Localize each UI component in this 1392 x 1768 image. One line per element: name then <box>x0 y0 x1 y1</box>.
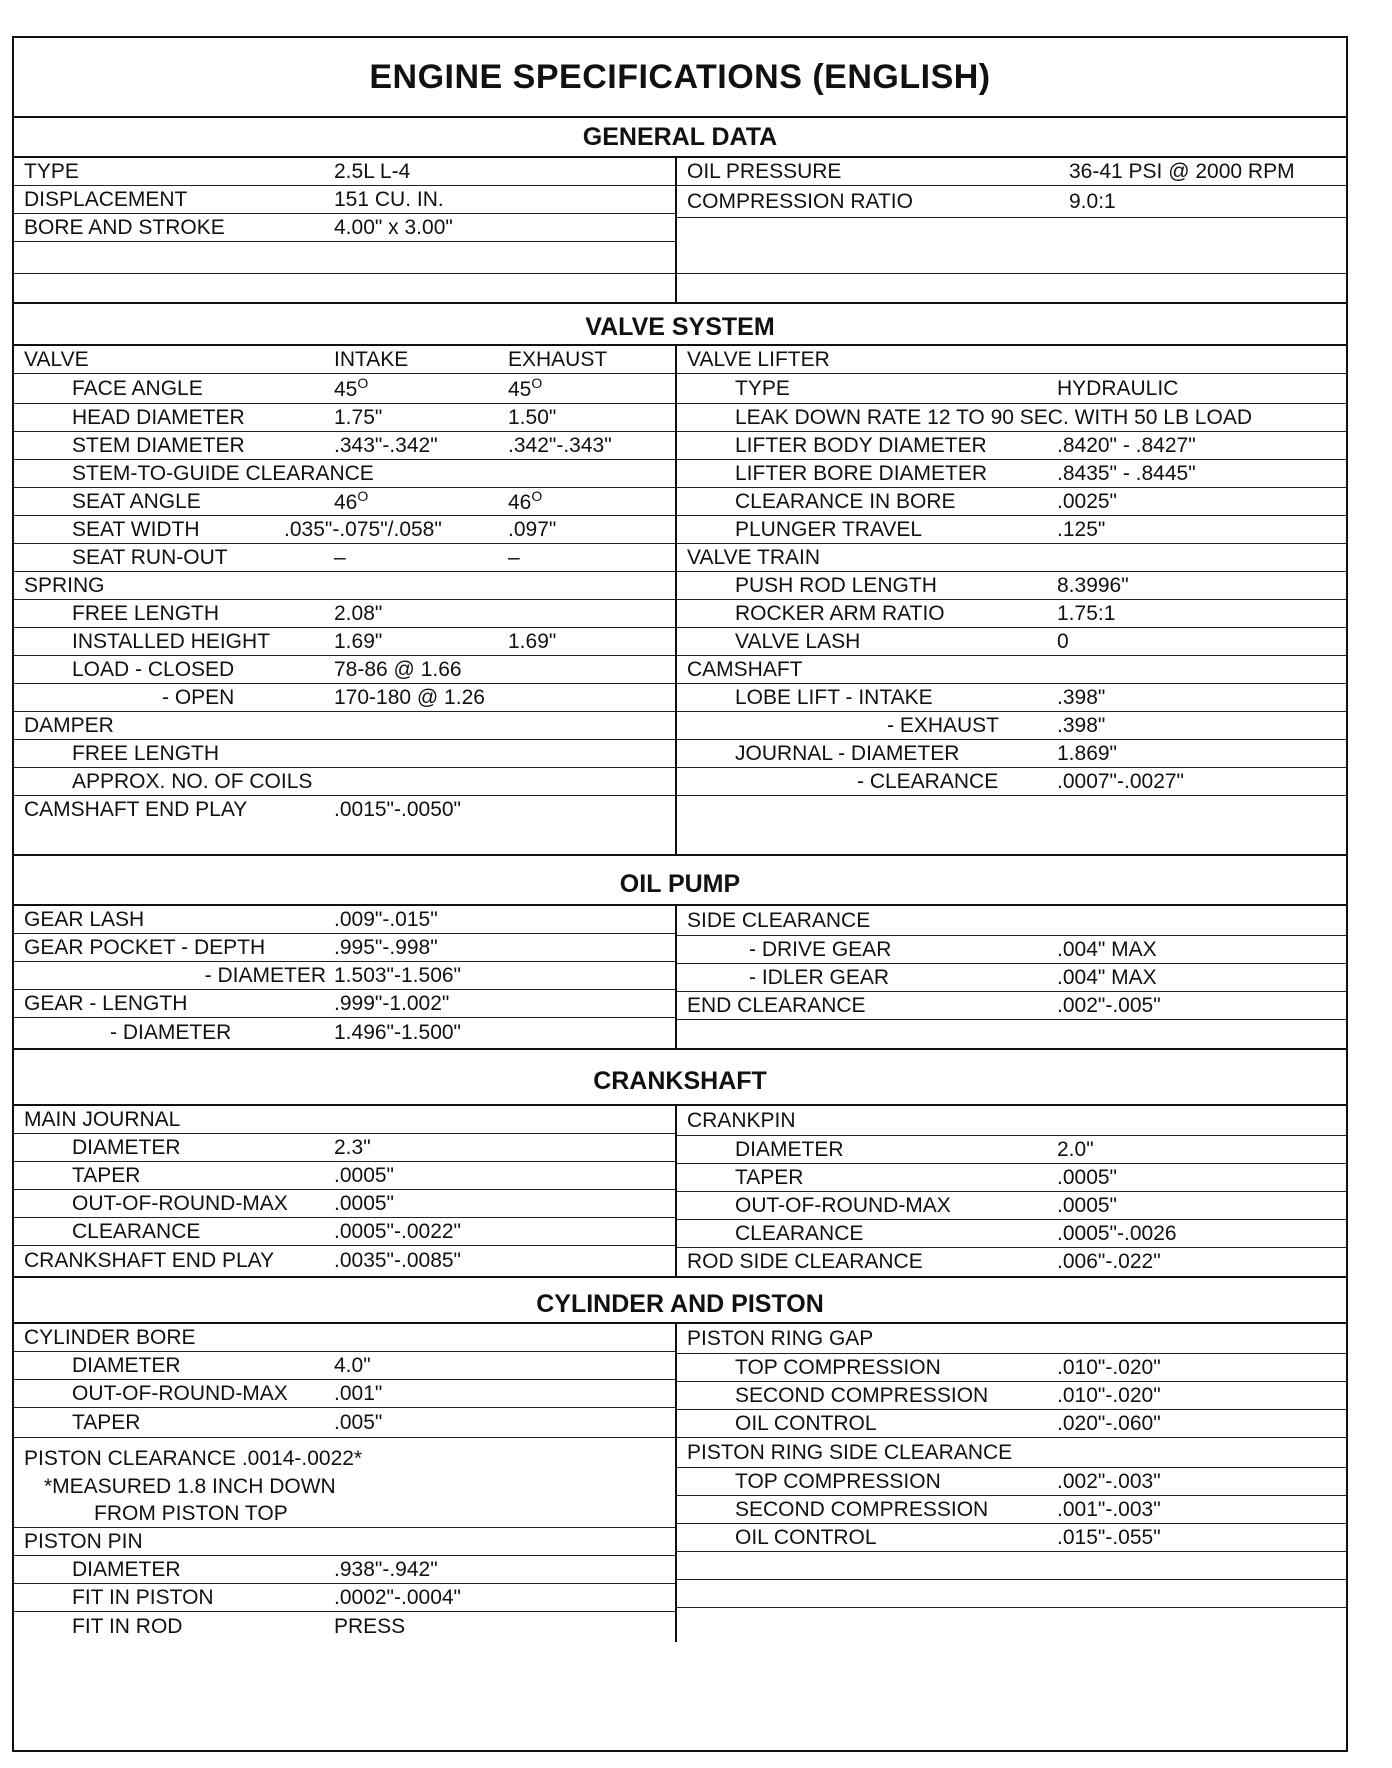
spec-row <box>14 1408 675 1438</box>
spec-value: .0005"-.0022" <box>334 1219 462 1243</box>
spec-value: .0005" <box>334 1191 395 1215</box>
column-header-exhaust: EXHAUST <box>508 347 608 371</box>
oil-pump-right-column <box>677 906 1346 1048</box>
spec-label: PISTON RING SIDE CLEARANCE <box>687 1440 1013 1464</box>
spec-value: .004" MAX <box>1057 937 1157 961</box>
spec-label: PUSH ROD LENGTH <box>735 573 937 597</box>
spec-row <box>677 740 1346 768</box>
spec-value: .001"-.003" <box>1057 1497 1161 1521</box>
spec-label: CAMSHAFT END PLAY <box>24 798 248 821</box>
spec-row <box>14 158 675 186</box>
spec-row <box>14 516 675 544</box>
spec-label: VALVE LASH <box>735 629 861 653</box>
spec-value: 1.496"-1.500" <box>334 1021 462 1044</box>
spec-label: SEAT ANGLE <box>72 489 201 513</box>
spec-label: GEAR LASH <box>24 907 145 931</box>
spec-row <box>14 572 675 600</box>
valve-header-row <box>14 346 675 374</box>
spec-value: .002"-.003" <box>1057 1469 1161 1493</box>
spec-value: .009"-.015" <box>334 907 438 931</box>
spec-row <box>677 906 1346 936</box>
spec-label: FIT IN ROD <box>72 1615 183 1638</box>
spec-row <box>677 432 1346 460</box>
spec-sheet <box>12 36 1348 1752</box>
empty-row <box>677 1552 1346 1580</box>
empty-row <box>677 218 1346 274</box>
degree-symbol: O <box>357 375 369 391</box>
crankshaft-table <box>14 1106 1346 1278</box>
intake-value: .343"-.342" <box>334 433 438 457</box>
intake-value: .0015"-.0050" <box>334 798 462 821</box>
piston-clearance-row <box>14 1444 675 1474</box>
spec-label: PISTON PIN <box>24 1529 143 1553</box>
section-heading-general: GENERAL DATA <box>14 118 1346 158</box>
spec-row <box>677 544 1346 572</box>
spec-value: .002"-.005" <box>1057 993 1161 1017</box>
spec-label: - EXHAUST <box>887 713 1000 737</box>
spec-label: OUT-OF-ROUND-MAX <box>72 1381 288 1405</box>
spec-row <box>677 158 1346 186</box>
valve-right-column <box>677 346 1346 854</box>
spec-value: .0005"-.0026 <box>1057 1221 1177 1245</box>
spec-label: FREE LENGTH <box>72 601 220 625</box>
spec-label: CLEARANCE IN BORE <box>735 489 956 513</box>
spec-label: STEM DIAMETER <box>72 433 245 457</box>
spec-label: TYPE <box>24 159 79 183</box>
spec-row <box>677 656 1346 684</box>
spec-label: TOP COMPRESSION <box>735 1355 941 1379</box>
page-title: ENGINE SPECIFICATIONS (ENGLISH) <box>14 38 1346 118</box>
spec-label: DIAMETER <box>72 1353 181 1377</box>
spec-label: MAIN JOURNAL <box>24 1107 181 1131</box>
crankshaft-left-column <box>14 1106 677 1276</box>
spec-label: FIT IN PISTON <box>72 1585 214 1609</box>
spec-row <box>677 712 1346 740</box>
spec-row <box>14 712 675 740</box>
piston-clearance-text: PISTON CLEARANCE .0014-.0022* <box>24 1447 363 1470</box>
spec-value: .0035"-.0085" <box>334 1249 462 1272</box>
spec-label: SPRING <box>24 573 105 597</box>
spec-value: 2.5L L-4 <box>334 159 411 183</box>
spec-row <box>677 1192 1346 1220</box>
spec-value: 8.3996" <box>1057 573 1129 597</box>
measurement-note: FROM PISTON TOP <box>94 1501 288 1525</box>
spec-value: HYDRAULIC <box>1057 376 1179 400</box>
spec-value: 151 CU. IN. <box>334 187 444 211</box>
spec-label: COMPRESSION RATIO <box>687 189 913 213</box>
spec-row <box>14 432 675 460</box>
spec-row <box>14 214 675 242</box>
spec-row <box>677 1382 1346 1410</box>
spec-value: 2.0" <box>1057 1137 1094 1161</box>
exhaust-value: $46^O$ <box>508 488 543 514</box>
spec-label: - DIAMETER <box>204 963 326 987</box>
valve-system-table <box>14 346 1346 856</box>
spec-label: - DIAMETER <box>110 1021 232 1044</box>
spec-row <box>677 1354 1346 1382</box>
spec-value: 1.869" <box>1057 741 1118 765</box>
spec-row <box>14 628 675 656</box>
intake-value: $46^O$ <box>334 488 369 514</box>
spec-label: TYPE <box>735 376 790 400</box>
spec-row <box>14 1380 675 1408</box>
spec-row <box>14 684 675 712</box>
spec-label: SECOND COMPRESSION <box>735 1497 989 1521</box>
spec-row <box>677 1248 1346 1276</box>
spec-label: PLUNGER TRAVEL <box>735 517 923 541</box>
spec-label: DIAMETER <box>72 1135 181 1159</box>
oil-pump-table <box>14 906 1346 1050</box>
spec-row <box>14 1218 675 1246</box>
section-heading-valve-system: VALVE SYSTEM <box>14 304 1346 346</box>
spec-label: VALVE LIFTER <box>687 347 830 371</box>
cylinder-left-column <box>14 1324 677 1642</box>
spec-row <box>677 1136 1346 1164</box>
spec-label: APPROX. NO. OF COILS <box>72 769 313 793</box>
spec-row <box>677 684 1346 712</box>
spec-label: - DRIVE GEAR <box>749 937 892 961</box>
spec-value: 1.75:1 <box>1057 601 1116 625</box>
spec-row <box>14 934 675 962</box>
spec-value: .010"-.020" <box>1057 1355 1161 1379</box>
spec-label: DAMPER <box>24 713 114 737</box>
spec-label: LOAD - CLOSED <box>72 657 235 681</box>
spec-row <box>14 1106 675 1134</box>
empty-row <box>677 1608 1346 1636</box>
spec-value: .398" <box>1057 685 1106 709</box>
spec-row <box>14 796 675 824</box>
spec-row <box>677 1468 1346 1496</box>
spec-label: OIL CONTROL <box>735 1525 877 1549</box>
spec-label: LOBE LIFT - INTAKE <box>735 685 933 709</box>
spec-row <box>677 1324 1346 1354</box>
spec-label: SECOND COMPRESSION <box>735 1383 989 1407</box>
spec-row <box>14 1018 675 1048</box>
spec-row <box>677 404 1346 432</box>
spec-value: .006"-.022" <box>1057 1250 1161 1273</box>
spec-row <box>677 768 1346 796</box>
exhaust-value: .342"-.343" <box>508 433 612 457</box>
spec-row <box>14 374 675 404</box>
spec-value: .015"-.055" <box>1057 1525 1161 1549</box>
spec-value: .398" <box>1057 713 1106 737</box>
degree-symbol: O <box>357 488 369 504</box>
spec-row <box>14 768 675 796</box>
spec-value: .0007"-.0027" <box>1057 769 1185 793</box>
spec-row <box>14 186 675 214</box>
spec-label: FREE LENGTH <box>72 741 220 765</box>
spec-label: CRANKSHAFT END PLAY <box>24 1249 275 1272</box>
spec-label: FACE ANGLE <box>72 376 203 400</box>
spec-row <box>677 1438 1346 1468</box>
spec-row <box>14 962 675 990</box>
spec-value: 4.0" <box>334 1353 371 1377</box>
empty-row <box>14 242 675 274</box>
general-data-table <box>14 158 1346 304</box>
spec-label: DIAMETER <box>72 1557 181 1581</box>
spec-label: - OPEN <box>162 685 235 709</box>
exhaust-value: 1.50" <box>508 405 557 429</box>
exhaust-value: $45^O$ <box>508 375 543 401</box>
empty-row <box>677 274 1346 302</box>
spec-row <box>14 1324 675 1352</box>
spec-value: .0005" <box>1057 1193 1118 1217</box>
spec-row <box>677 1524 1346 1552</box>
spec-label: ROD SIDE CLEARANCE <box>687 1250 923 1273</box>
exhaust-value: – <box>508 545 520 569</box>
spec-label: GEAR - LENGTH <box>24 991 188 1015</box>
spec-value: 36-41 PSI @ 2000 RPM <box>1069 159 1295 183</box>
spec-value: 9.0:1 <box>1069 189 1116 213</box>
spec-label: STEM-TO-GUIDE CLEARANCE <box>72 461 374 485</box>
spec-row <box>14 1584 675 1612</box>
spec-label: DIAMETER <box>735 1137 844 1161</box>
spec-value: .0005" <box>334 1163 395 1187</box>
spec-row <box>14 1134 675 1162</box>
spec-label: TAPER <box>72 1410 141 1434</box>
spec-label: JOURNAL - DIAMETER <box>735 741 960 765</box>
spec-label: DISPLACEMENT <box>24 187 188 211</box>
section-heading-oil-pump: OIL PUMP <box>14 856 1346 906</box>
spec-label: ROCKER ARM RATIO <box>735 601 945 625</box>
spec-value: .0025" <box>1057 489 1118 513</box>
spec-label: LEAK DOWN RATE 12 TO 90 SEC. WITH 50 LB LOAD <box>735 405 1252 429</box>
spec-value: 4.00" x 3.00" <box>334 215 453 239</box>
intake-value: $45^O$ <box>334 375 369 401</box>
degree-symbol: O <box>531 375 543 391</box>
spec-row <box>14 544 675 572</box>
spec-value: 2.3" <box>334 1135 371 1159</box>
intake-value: 78-86 @ 1.66 <box>334 657 462 681</box>
spec-row <box>677 186 1346 218</box>
spec-row <box>14 906 675 934</box>
spec-value: PRESS <box>334 1615 406 1638</box>
spec-value: .938"-.942" <box>334 1557 438 1581</box>
spec-label: OUT-OF-ROUND-MAX <box>735 1193 951 1217</box>
note-row <box>14 1474 675 1500</box>
spec-label: GEAR POCKET - DEPTH <box>24 935 266 959</box>
empty-row <box>14 824 675 854</box>
empty-row <box>677 1580 1346 1608</box>
degree-symbol: O <box>531 488 543 504</box>
spec-label: CYLINDER BORE <box>24 1325 196 1349</box>
valve-left-column <box>14 346 677 854</box>
spec-row <box>677 1106 1346 1136</box>
spec-row <box>677 628 1346 656</box>
empty-row <box>14 274 675 302</box>
crankshaft-right-column <box>677 1106 1346 1276</box>
spec-label: OUT-OF-ROUND-MAX <box>72 1191 288 1215</box>
spec-row <box>677 992 1346 1020</box>
spec-row <box>14 488 675 516</box>
spec-label: SEAT RUN-OUT <box>72 545 228 569</box>
spec-label: OIL PRESSURE <box>687 159 842 183</box>
spec-value: .005" <box>334 1410 383 1434</box>
intake-value: 2.08" <box>334 601 383 625</box>
column-header-valve: VALVE <box>24 347 89 371</box>
empty-row <box>677 796 1346 826</box>
spec-label: TAPER <box>72 1163 141 1187</box>
exhaust-value: 1.69" <box>508 629 557 653</box>
spec-label: TOP COMPRESSION <box>735 1469 941 1493</box>
spec-value: .999"-1.002" <box>334 991 450 1015</box>
spec-value: .004" MAX <box>1057 965 1157 989</box>
spec-label: VALVE TRAIN <box>687 545 821 569</box>
spec-row <box>14 1612 675 1642</box>
spec-value: .020"-.060" <box>1057 1411 1161 1435</box>
spec-row <box>677 488 1346 516</box>
intake-value: 170-180 @ 1.26 <box>334 685 485 709</box>
spec-label: HEAD DIAMETER <box>72 405 245 429</box>
cylinder-right-column <box>677 1324 1346 1642</box>
spec-row <box>14 990 675 1018</box>
measurement-note: *MEASURED 1.8 INCH DOWN <box>44 1475 336 1498</box>
spec-label: CRANKPIN <box>687 1108 796 1132</box>
spec-label: - CLEARANCE <box>857 769 999 793</box>
spec-label: INSTALLED HEIGHT <box>72 629 270 653</box>
spec-row <box>14 1556 675 1584</box>
general-left-column <box>14 158 677 302</box>
cylinder-piston-table <box>14 1322 1346 1642</box>
spec-row <box>677 936 1346 964</box>
spec-label: TAPER <box>735 1165 804 1189</box>
spec-row <box>14 1190 675 1218</box>
spec-value: .0005" <box>1057 1165 1118 1189</box>
spec-row <box>677 374 1346 404</box>
spec-label: LIFTER BODY DIAMETER <box>735 433 987 457</box>
spec-row <box>14 656 675 684</box>
spec-value: .001" <box>334 1381 383 1405</box>
spec-row <box>677 1164 1346 1192</box>
spec-row <box>14 740 675 768</box>
intake-value: 1.69" <box>334 629 383 653</box>
column-header-intake: INTAKE <box>334 347 409 371</box>
spec-label: CLEARANCE <box>735 1221 864 1245</box>
spec-label: CAMSHAFT <box>687 657 803 681</box>
spec-label: SIDE CLEARANCE <box>687 908 871 932</box>
spec-value: .8435" - .8445" <box>1057 461 1196 485</box>
general-right-column <box>677 158 1346 302</box>
spec-row <box>14 1352 675 1380</box>
spec-value: .995"-.998" <box>334 935 438 959</box>
spec-row <box>677 460 1346 488</box>
spec-value: .125" <box>1057 517 1106 541</box>
note-row <box>14 1500 675 1528</box>
spec-value: 1.503"-1.506" <box>334 963 462 987</box>
section-heading-crankshaft: CRANKSHAFT <box>14 1050 1346 1106</box>
spec-label: OIL CONTROL <box>735 1411 877 1435</box>
spec-label: PISTON RING GAP <box>687 1326 874 1350</box>
empty-row <box>677 1020 1346 1048</box>
exhaust-value: .097" <box>508 517 557 541</box>
spec-row <box>677 1220 1346 1248</box>
spec-label: - IDLER GEAR <box>749 965 890 989</box>
spec-row <box>677 572 1346 600</box>
spec-value: .0002"-.0004" <box>334 1585 462 1609</box>
intake-value: – <box>334 545 346 569</box>
oil-pump-left-column <box>14 906 677 1048</box>
spec-row <box>677 516 1346 544</box>
spec-row <box>14 600 675 628</box>
spec-value: 0 <box>1057 629 1069 653</box>
spec-label: END CLEARANCE <box>687 993 866 1017</box>
spec-row <box>14 1162 675 1190</box>
spec-label: BORE AND STROKE <box>24 215 225 239</box>
spec-label: SEAT WIDTH <box>72 517 200 541</box>
spec-row <box>677 964 1346 992</box>
spec-row <box>677 1496 1346 1524</box>
spec-row <box>677 346 1346 374</box>
intake-value: .035"-.075"/.058" <box>284 517 442 541</box>
intake-value: 1.75" <box>334 405 383 429</box>
spec-value: .010"-.020" <box>1057 1383 1161 1407</box>
spec-row <box>14 460 675 488</box>
spec-row <box>14 1528 675 1556</box>
spec-label: LIFTER BORE DIAMETER <box>735 461 988 485</box>
spec-label: CLEARANCE <box>72 1219 201 1243</box>
spec-value: .8420" - .8427" <box>1057 433 1196 457</box>
spec-row <box>14 404 675 432</box>
spec-row <box>677 600 1346 628</box>
spec-row <box>14 1246 675 1276</box>
spec-row <box>677 1410 1346 1438</box>
section-heading-cylinder-piston: CYLINDER AND PISTON <box>536 1290 824 1318</box>
